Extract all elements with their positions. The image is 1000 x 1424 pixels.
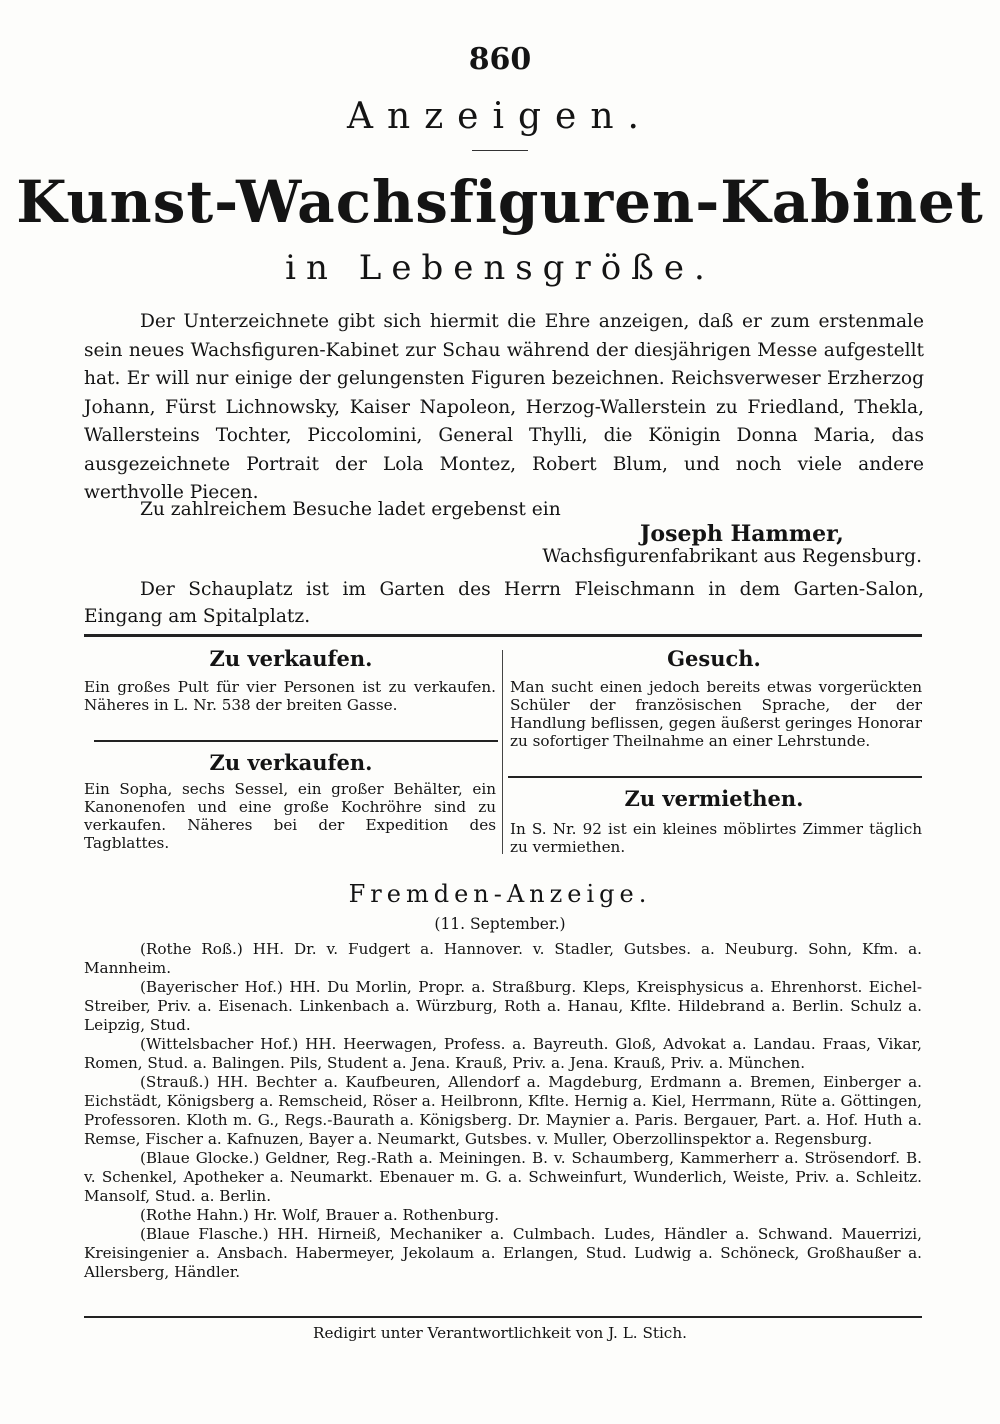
ad-sale-2-title: Zu verkaufen.	[209, 750, 373, 775]
section-heading: Anzeigen.	[347, 96, 653, 137]
visitors-heading: Fremden-Anzeige.	[348, 880, 652, 908]
visitors-list	[84, 940, 922, 1282]
visitor-entry: (Rothe Hahn.) Hr. Wolf, Brauer a. Rothenburg.	[140, 1206, 500, 1224]
ad-rent-title: Zu vermiethen.	[624, 786, 804, 811]
visitors-date: (11. September.)	[434, 915, 566, 933]
announcement-body: Der Unterzeichnete gibt sich hiermit die Ehre anzeigen, daß er zum erstenmale sein neues Wachsfiguren-Kabinet zur Schau während der diesjährigen Messe aufgestellt hat. Er will nur einige der gelungensten Figuren bezeichnen. Reichsverweser Erzherzog Johann, Fürst Lichnowsky, Kaiser Napoleon, Herzog-Wallerstein zu Friedland, Thekla, Wallersteins Tochter, Piccolomini, General Thylli, die Königin Donna Maria, das ausgezeichnete Portrait der Lola Montez, Robert Blum, und noch viele andere werthvolle Piecen.	[84, 311, 924, 503]
page-number: 860	[468, 42, 532, 77]
ad-sale-2-body: Ein Sopha, sechs Sessel, ein großer Behälter, ein Kanonenofen und eine große Kochröhre sind zu verkaufen. Näheres bei der Expedition des Tagblattes.	[84, 780, 496, 852]
ad-rent-body: In S. Nr. 92 ist ein kleines möblirtes Zimmer täglich zu vermiethen.	[510, 820, 922, 856]
visitor-entry: (Bayerischer Hof.) HH. Du Morlin, Propr. a. Straßburg. Kleps, Kreisphysicus a. Ehrenhorst. Eichel-Streiber, Priv. a. Eisenach. Linkenbach a. Würzburg, Roth a. Hanau, Kflte. Hildebrand a. Berlin. Schulz a. Leipzig, Stud.	[84, 978, 922, 1034]
visitor-entry: (Wittelsbacher Hof.) HH. Heerwagen, Profess. a. Bayreuth. Gloß, Advokat a. Landau. Fraas, Vikar, Romen, Stud. a. Balingen. Pils, Student a. Jena. Krauß, Priv. a. Jena. Krauß, Priv. a. München.	[84, 1035, 922, 1072]
ad-divider	[94, 740, 498, 742]
ad-wanted-title: Gesuch.	[667, 646, 761, 671]
announcement-venue: Der Schauplatz ist im Garten des Herrn Fleischmann in dem Garten-Salon, Eingang am Spitalplatz.	[84, 579, 924, 627]
headline: Kunst-Wachsfiguren-Kabinet	[16, 168, 984, 236]
visitor-entry: (Rothe Roß.) HH. Dr. v. Fudgert a. Hannover. v. Stadler, Gutsbes. a. Neuburg. Sohn, Kfm. a. Mannheim.	[84, 940, 922, 977]
signature-title: Wachsfigurenfabrikant aus Regensburg.	[542, 546, 922, 567]
column-divider	[502, 650, 503, 854]
footer-divider	[84, 1316, 922, 1318]
subheadline: in Lebensgröße.	[285, 248, 715, 288]
section-divider	[84, 634, 922, 637]
heading-divider	[472, 150, 528, 151]
ad-divider	[508, 776, 922, 778]
visitor-entry: (Blaue Glocke.) Geldner, Reg.-Rath a. Meiningen. B. v. Schaumberg, Kammerherr a. Strösendorf. B. v. Schenkel, Apotheker a. Neumarkt. Ebenauer m. G. a. Schweinfurt, Wunderlich, Weiste, Priv. a. Schleitz. Mansolf, Stud. a. Berlin.	[84, 1149, 922, 1205]
footer-imprint: Redigirt unter Verantwortlichkeit von J. L. Stich.	[313, 1324, 687, 1342]
ad-wanted-body: Man sucht einen jedoch bereits etwas vorgerückten Schüler der französischen Sprache, der der Handlung beflissen, gegen äußerst geringes Honorar zu sofortiger Theilnahme an einer Lehrstunde.	[510, 678, 922, 750]
visitor-entry: (Blaue Flasche.) HH. Hirneiß, Mechaniker a. Culmbach. Ludes, Händler a. Schwand. Mauerrizi, Kreisingenier a. Ansbach. Habermeyer, Jekolaum a. Erlangen, Stud. Ludwig a. Schöneck, Großhaußer a. Allersberg, Händler.	[84, 1225, 922, 1281]
signature-name: Joseph Hammer,	[640, 521, 844, 547]
ad-sale-1-body: Ein großes Pult für vier Personen ist zu verkaufen. Näheres in L. Nr. 538 der breiten Gasse.	[84, 678, 496, 714]
visitor-entry: (Strauß.) HH. Bechter a. Kaufbeuren, Allendorf a. Magdeburg, Erdmann a. Bremen, Einberger a. Eichstädt, Königsberg a. Remscheid, Röser a. Heilbronn, Kflte. Hernig a. Kiel, Herrmann, Rüte a. Göttingen, Professoren. Kloth m. G., Regs.-Baurath a. Königsberg. Dr. Maynier a. Paris. Bergauer, Part. a. Hof. Huth a. Remse, Fischer a. Kafnuzen, Bayer a. Neumarkt, Gutsbes. v. Muller, Oberzollinspektor a. Regensburg.	[84, 1073, 922, 1148]
announcement-invitation: Zu zahlreichem Besuche ladet ergebenst ein	[140, 499, 561, 520]
ad-sale-1-title: Zu verkaufen.	[209, 646, 373, 671]
